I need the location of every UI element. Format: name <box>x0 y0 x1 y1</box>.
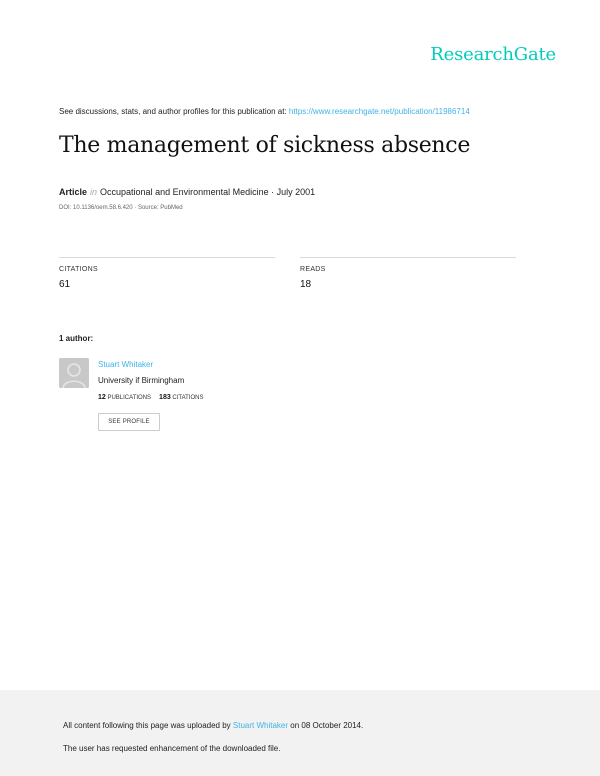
enhancement-note: The user has requested enhancement of the downloaded file. <box>63 744 281 753</box>
journal-date: Occupational and Environmental Medicine · July 2001 <box>100 187 316 197</box>
publication-type: Article <box>59 187 88 197</box>
author-citations-count: 183 <box>159 394 171 401</box>
author-citations-label: CITATIONS <box>172 395 204 401</box>
reads-value: 18 <box>300 279 312 290</box>
upload-suffix: on 08 October 2014. <box>290 721 364 730</box>
citations-value: 61 <box>59 279 71 290</box>
upload-notice <box>63 721 363 730</box>
discussion-text: See discussions, stats, and author profiles for this publication at: <box>59 107 287 116</box>
authors-heading: 1 author: <box>59 334 94 343</box>
see-profile-button[interactable]: SEE PROFILE <box>98 413 160 431</box>
publication-meta <box>59 187 315 197</box>
researchgate-logo[interactable]: ResearchGate <box>430 44 556 65</box>
reads-label: READS <box>300 266 326 273</box>
uploader-link[interactable]: Stuart Whitaker <box>232 721 289 730</box>
user-silhouette-icon <box>59 358 89 388</box>
citations-label: CITATIONS <box>59 266 98 273</box>
publication-link[interactable]: https://www.researchgate.net/publication/11986714 <box>288 107 470 116</box>
footer <box>0 690 600 776</box>
upload-prefix: All content following this page was uploaded by <box>63 721 231 730</box>
author-name-link[interactable]: Stuart Whitaker <box>98 360 154 369</box>
in-label: in <box>90 187 98 197</box>
author-publications-label: PUBLICATIONS <box>107 395 152 401</box>
avatar[interactable] <box>59 358 89 388</box>
author-institution: University if Birmingham <box>98 376 185 385</box>
reads-stat <box>300 257 516 290</box>
discussion-notice <box>59 107 470 116</box>
citations-stat <box>59 257 275 290</box>
doi-source: DOI: 10.1136/oem.58.6.420 · Source: PubMed <box>59 205 183 211</box>
author-publications-count: 12 <box>98 394 106 401</box>
publication-title: The management of sickness absence <box>59 133 471 158</box>
author-stats <box>98 394 204 401</box>
